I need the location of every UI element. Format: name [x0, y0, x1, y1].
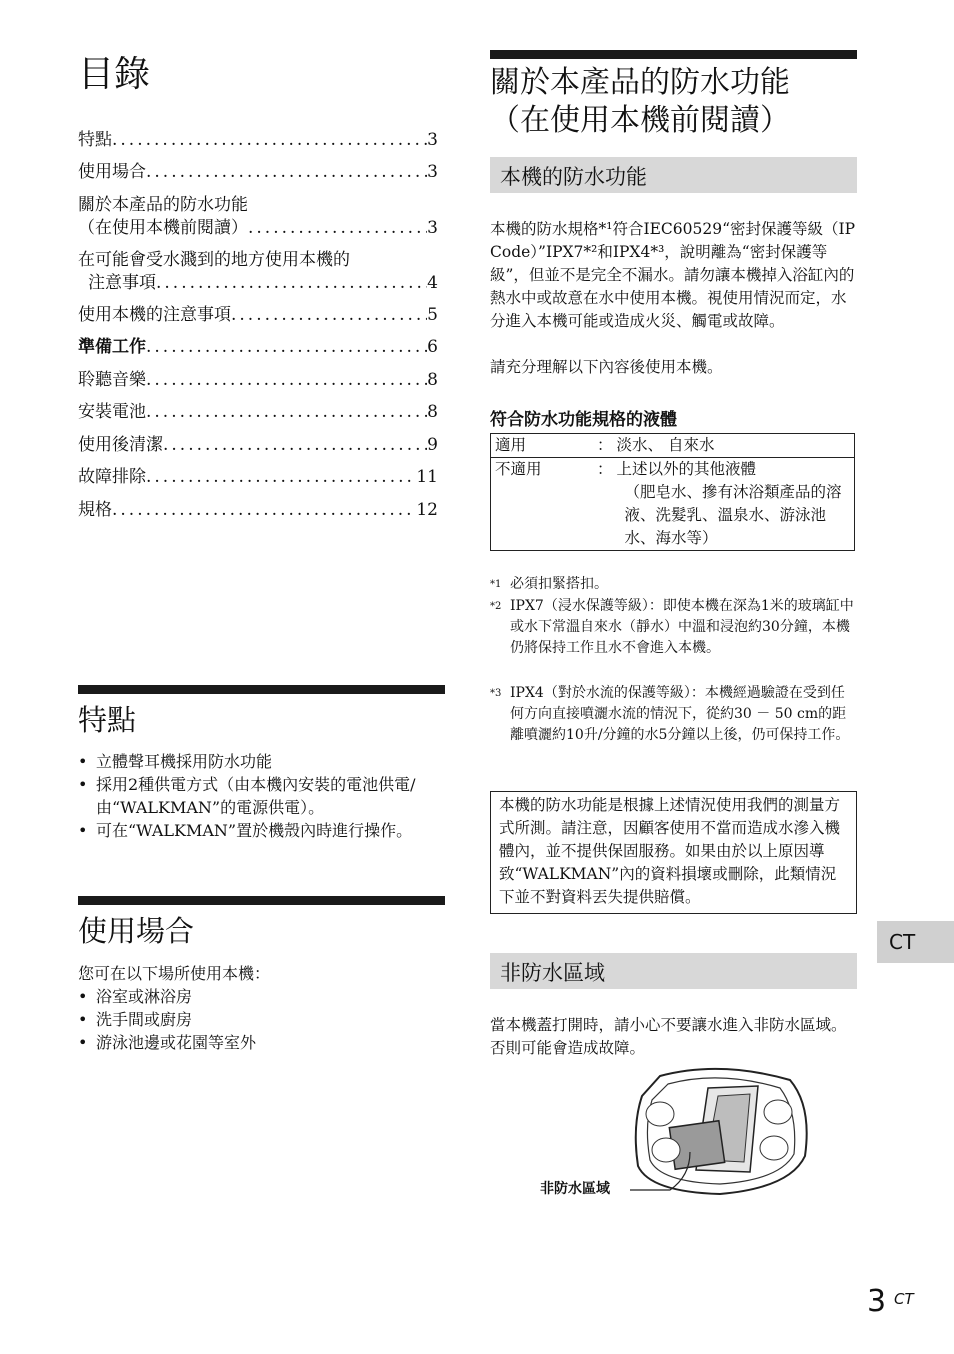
liquid-table	[490, 433, 855, 551]
toc-item-label: 規格	[78, 500, 112, 520]
toc-item-page: 3	[427, 130, 438, 150]
language-tab-label: CT	[889, 930, 916, 954]
toc-title: 目錄	[78, 54, 151, 95]
toc-item-page: 4	[427, 273, 438, 293]
list-item: • 立體聲耳機採用防水功能	[78, 750, 443, 773]
list-item: • 可在“WALKMAN”置於機殼內時進行操作。	[78, 819, 443, 842]
device-open-illustration	[630, 1066, 810, 1196]
toc-item-page: 11	[416, 467, 438, 487]
toc-item-label-line1: 關於本產品的防水功能	[78, 195, 248, 215]
waterproof-title-line2: （在使用本機前閱讀）	[490, 103, 790, 138]
toc-item-label: 特點	[78, 130, 112, 150]
toc-item-label: 使用場合	[78, 162, 146, 182]
notice-box: 本機的防水功能是根據上述情況使用我們的測量方式所測。請注意，因顧客使用不當而造成水滲入機體內，並不提供保固服務。如果由於以上原因導致“WALKMAN”內的資料損壞或刪除，此類情況下並不對資料丟失提供賠償。	[490, 791, 857, 914]
toc-item-label: 準備工作	[78, 337, 146, 357]
footnote	[490, 683, 857, 746]
features-list	[78, 750, 443, 842]
waterproof-title	[490, 64, 790, 140]
toc-item-page: 12	[416, 500, 438, 520]
toc-item-label: 故障排除	[78, 467, 146, 487]
toc-item-page: 3	[427, 218, 438, 238]
footnote-mark: *3	[490, 688, 502, 699]
table-cell-colon: ：	[597, 434, 613, 458]
section-heading-bar	[490, 157, 857, 193]
footnote-text: 必須扣緊搭扣。	[510, 576, 608, 592]
table-cell-value	[613, 458, 855, 551]
list-item: • 洗手間或廚房	[78, 1008, 443, 1031]
toc-item-label: （在使用本機前閱讀）	[78, 218, 248, 238]
section-divider	[78, 685, 445, 694]
figure-label: 非防水區域	[540, 1181, 610, 1197]
table-cell-value: 淡水、 自來水	[613, 434, 855, 458]
footnote	[490, 596, 857, 659]
list-item: • 採用2種供電方式（由本機內安裝的電池供電/由“WALKMAN”的電源供電）。	[78, 773, 443, 819]
toc-item-label: 注意事項	[88, 273, 156, 293]
toc-item[interactable]	[78, 465, 438, 489]
toc-item-page: 9	[427, 435, 438, 455]
toc-item[interactable]	[78, 160, 438, 184]
toc-item[interactable]	[78, 400, 438, 424]
table-cell-value-line: 上述以外的其他液體	[616, 460, 757, 478]
table-cell-key: 不適用	[495, 460, 542, 478]
waterproof-paragraph: 請充分理解以下內容後使用本機。	[490, 358, 723, 376]
toc-item-page: 3	[427, 162, 438, 182]
footnote	[490, 574, 857, 595]
language-tab	[877, 921, 954, 963]
toc-item-page: 8	[427, 402, 438, 422]
table-row	[491, 458, 855, 551]
toc-item-label-line1: 在可能會受水濺到的地方使用本機的	[78, 250, 350, 270]
section-divider	[490, 50, 857, 59]
non-waterproof-paragraph: 當本機蓋打開時，請小心不要讓水進入非防水區域。否則可能會造成故障。	[490, 1016, 847, 1057]
section-heading: 非防水區域	[500, 961, 605, 985]
toc-item[interactable]	[78, 216, 438, 240]
table-cell-colon: ：	[597, 460, 613, 478]
footnote-mark: *1	[490, 579, 502, 590]
section-heading: 本機的防水功能	[500, 165, 647, 189]
toc-item-page: 6	[427, 337, 438, 357]
toc-item[interactable]	[78, 303, 438, 327]
footnote-mark: *2	[490, 601, 502, 612]
liquid-subheading: 符合防水功能規格的液體	[490, 410, 677, 430]
toc-item[interactable]	[78, 335, 438, 359]
toc-item-page: 5	[427, 305, 438, 325]
list-item: • 游泳池邊或花園等室外	[78, 1031, 443, 1054]
features-title: 特點	[78, 703, 137, 737]
toc-item[interactable]	[78, 368, 438, 392]
usage-intro: 您可在以下場所使用本機：	[78, 964, 271, 983]
toc-item-label: 使用本機的注意事項	[78, 305, 231, 325]
toc-item-label: 使用後清潔	[78, 435, 163, 455]
page-number-suffix: CT	[894, 1290, 914, 1308]
table-cell-value-detail: （肥皂水、摻有沐浴類產品的溶液、洗髮乳、溫泉水、游泳池水、海水等）	[624, 483, 842, 547]
page-number: 3	[867, 1284, 887, 1319]
table-cell-key: 適用	[491, 434, 598, 458]
usage-list	[78, 985, 443, 1054]
toc-item-label: 安裝電池	[78, 402, 146, 422]
waterproof-paragraph: 本機的防水規格*¹符合IEC60529“密封保護等級（IP Code）”IPX7*²和IPX4*³，說明離為“密封保護等級”，但並不是完全不漏水。請勿讓本機掉入浴缸內的熱水中或故意在水中使用本機。視使用情況而定，水分進入本機可能或造成火災、觸電或故障。	[490, 220, 856, 330]
toc-item[interactable]	[78, 498, 438, 522]
footnote-text: IPX7（浸水保護等級）：即使本機在深為1米的玻璃缸中或水下常溫自來水（靜水）中溫和浸泡約30分鐘，本機仍將保持工作且水不會進入本機。	[510, 598, 854, 656]
toc-item[interactable]	[88, 271, 438, 295]
list-item: • 浴室或淋浴房	[78, 985, 443, 1008]
toc-item-label: 聆聽音樂	[78, 370, 146, 390]
footnote-text: IPX4（對於水流的保護等級）：本機經過驗證在受到任何方向直接噴灑水流的情況下，從約30 － 50 cm的距離噴灑約10升/分鐘的水5分鐘以上後，仍可保持工作。	[510, 685, 850, 743]
waterproof-title-line1: 關於本產品的防水功能	[490, 65, 790, 100]
toc-item[interactable]	[78, 433, 438, 457]
table-row	[491, 434, 855, 458]
section-divider	[78, 896, 445, 905]
toc-item-page: 8	[427, 370, 438, 390]
toc-item[interactable]	[78, 128, 438, 152]
section-heading-bar	[490, 953, 857, 989]
usage-title: 使用場合	[78, 914, 195, 948]
